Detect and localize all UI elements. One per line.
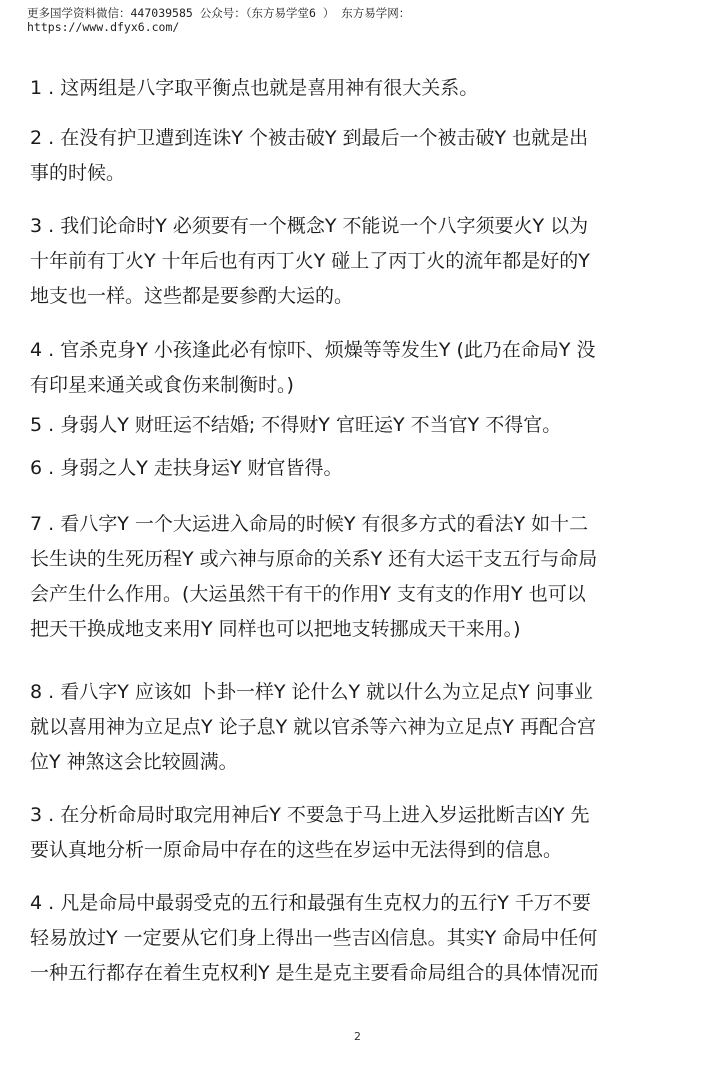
page-number: 2: [354, 1030, 361, 1043]
paragraph-6: 6 . 身弱之人Y 走扶身运Y 财官皆得。: [30, 457, 343, 479]
paragraph-1: 1 . 这两组是八字取平衡点也就是喜用神有很大关系。: [30, 77, 479, 99]
page-header: [27, 6, 697, 34]
paragraph-3: 3 . 我们论命时Y 必须要有一个概念Y 不能说一个八字须要火Y 以为十年前有丁火Y 十年后也有丙丁火Y 碰上了丙丁火的流年都是好的Y 地支也一样。这些都是要参酌大运的。: [30, 215, 590, 307]
paragraph-5: 5 . 身弱人Y 财旺运不结婚; 不得财Y 官旺运Y 不当官Y 不得官。: [30, 414, 562, 436]
paragraph-2: 2 . 在没有护卫遭到连诛Y 个被击破Y 到最后一个被击破Y 也就是出事的时候。: [30, 127, 589, 184]
header-line-url: https://www.dfyx6.com/: [27, 20, 180, 34]
paragraph-9: 3 . 在分析命局时取完用神后Y 不要急于马上进入岁运批断吉凶Y 先要认真地分析一原命局中存在的这些在岁运中无法得到的信息。: [30, 804, 590, 861]
paragraph-4: 4 . 官杀克身Y 小孩逢此必有惊吓、烦燥等等发生Y (此乃在命局Y 没有印星来通关或食伤来制衡时。): [30, 339, 596, 396]
paragraph-10: 4 . 凡是命局中最弱受克的五行和最强有生克权力的五行Y 千万不要轻易放过Y 一定要从它们身上得出一些吉凶信息。其实Y 命局中任何一种五行都存在着生克权利Y 是生是克主要看命局组合的具体情况而: [30, 892, 599, 984]
paragraph-7: 7 . 看八字Y 一个大运进入命局的时候Y 有很多方式的看法Y 如十二长生诀的生死历程Y 或六神与原命的关系Y 还有大运干支五行与命局会产生什么作用。(大运虽然干有干的作用Y 支有支的作用Y 也可以把天干换成地支来用Y 同样也可以把地支转挪成天干来用。): [30, 513, 598, 640]
header-line-contact: 更多国学资料微信：447039585 公众号：（东方易学堂6 ） 东方易学网：: [27, 6, 411, 20]
paragraph-8: 8 . 看八字Y 应该如 卜卦一样Y 论什么Y 就以什么为立足点Y 问事业就以喜用神为立足点Y 论子息Y 就以官杀等六神为立足点Y 再配合宫位Y 神煞这会比较圆满。: [30, 681, 596, 773]
